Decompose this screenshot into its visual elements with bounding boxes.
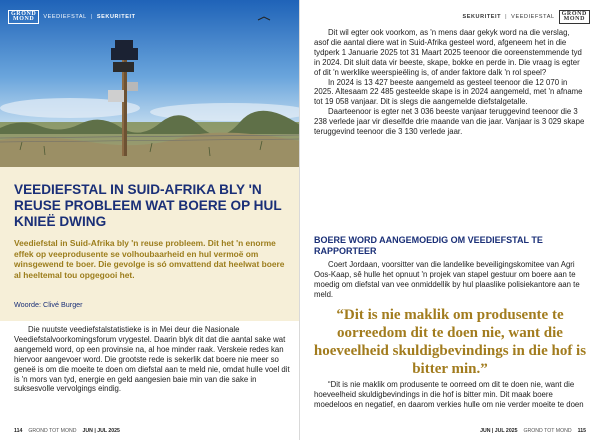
running-head-left	[8, 10, 136, 24]
paragraph: In 2024 is 13 427 beeste aangemeld as gesteel teenoor die 12 070 in 2025. Altesaam 22 485 gesteelde skape is in 2024 aangemeld, met 'n afname tot 19 058 vanjaar. Dit is slegs die aangemelde diefstalgetalle.	[314, 77, 583, 107]
paragraph: Coert Jordaan, voorsitter van die landelike beveiligingskomitee van Agri Oos-Kaap, sê hulle het opnuut 'n projek van stapel gestuur om boere aan te moedig om diefstal van vee onmiddellik by hul plaaslike polisiekantore aan te meld.	[314, 260, 580, 299]
article-headline: VEEDIEFSTAL IN SUID-AFRIKA BLY 'N REUSE PROBLEEM WAT BOERE OP HUL KNIEË DWING	[14, 182, 282, 229]
paragraph: Dit wil egter ook voorkom, as 'n mens daar gekyk word na die verslag, asof die aantal diere wat in Suid-Afrika gesteel word, afgeneem het in die tydperk 1 Januarie 2025 tot 31 Maart 2025 teenoor die ooreenstemmende tyd in 2024. Dit sluit data vir beeste, skape, bokke en perde in. Die vraag is egter of dit 'n werklike weerspieëling is, of ander faktore dalk 'n rol speel?	[314, 28, 582, 77]
pull-quote: “Dit is nie maklik om produsente te oorreedom dit te doen nie, want die hoeveelheid skuldigbevindings in die hof is bitter min.”	[313, 307, 587, 377]
magazine-name: GROND TOT MOND	[523, 428, 572, 434]
page-number: 115	[577, 428, 586, 434]
veld-landscape-illustration	[0, 0, 300, 167]
separator: |	[505, 14, 508, 20]
body-text-left	[14, 325, 292, 394]
section-subheading: BOERE WORD AANGEMOEDIG OM VEEDIEFSTAL TE RAPPORTEER	[314, 235, 543, 256]
folio-left	[14, 428, 120, 434]
byline: Woorde: Clivé Burger	[14, 300, 83, 309]
paragraph: Die nuutste veediefstalstatistieke is in Mei deur die Nasionale Veediefstalvoorkomingsforum vrygestel. Daarin blyk dit dat die aantal sake wat aangemeld word, op een provinsie na, al hoe minder raak. Verskeie redes kan hiervoor aangevoer word. Die grootste rede is sekerlik dat boere nie meer so geneë is om die moeite te doen om diefstal aan te meld nie, omdat hulle voel dit is 'n mors van tyd, energie en geld aangesien baie min van die sake in suksesvolle vervolgings eindig.	[14, 325, 290, 394]
body-text-right-top	[314, 28, 586, 137]
body-text-right-bottom	[314, 380, 586, 410]
body-text-right-middle	[314, 260, 586, 300]
magazine-logo: GROND MOND	[8, 10, 39, 24]
section-label-bold: SEKURITEIT	[462, 14, 502, 20]
section-label: VEEDIEFSTAL	[43, 14, 87, 20]
separator: |	[90, 14, 93, 20]
magazine-logo: GROND MOND	[559, 10, 590, 24]
article-lede: Veediefstal in Suid-Afrika bly 'n reuse probleem. Dit het 'n enorme effek op veeprodusente se volhoubaarheid en hul vermoë om winsgewend te boer. Die gevolge is só omvattend dat heelwat boere al heeltemal tou opgegooi het.	[14, 238, 285, 281]
paragraph: “Dit is nie maklik om produsente te oorreed om dit te doen nie, want die hoeveelheid skuldigbevindings in die hof is bitter min. Dit maak boere moedeloos en negatief, en daarom verkies hulle om nie verder moeite te doen	[314, 380, 584, 409]
page-number: 114	[14, 428, 23, 434]
section-label-bold: SEKURITEIT	[96, 14, 136, 20]
hero-photo-solar-powered-camera-pole-in-veld	[0, 0, 300, 167]
section-label: VEEDIEFSTAL	[511, 14, 555, 20]
paragraph: Daarteenoor is egter net 3 036 beeste vanjaar teruggevind teenoor die 3 238 verlede jaar vir dieselfde drie maande van die jaar. Vanjaar is 3 029 skape teruggevind teenoor die 3 130 verlede jaar.	[314, 107, 585, 137]
folio-right	[480, 428, 586, 434]
magazine-name: GROND TOT MOND	[28, 428, 77, 434]
issue-date: JUN | JUL 2025	[480, 428, 518, 434]
running-head-right	[462, 10, 590, 24]
issue-date: JUN | JUL 2025	[82, 428, 120, 434]
